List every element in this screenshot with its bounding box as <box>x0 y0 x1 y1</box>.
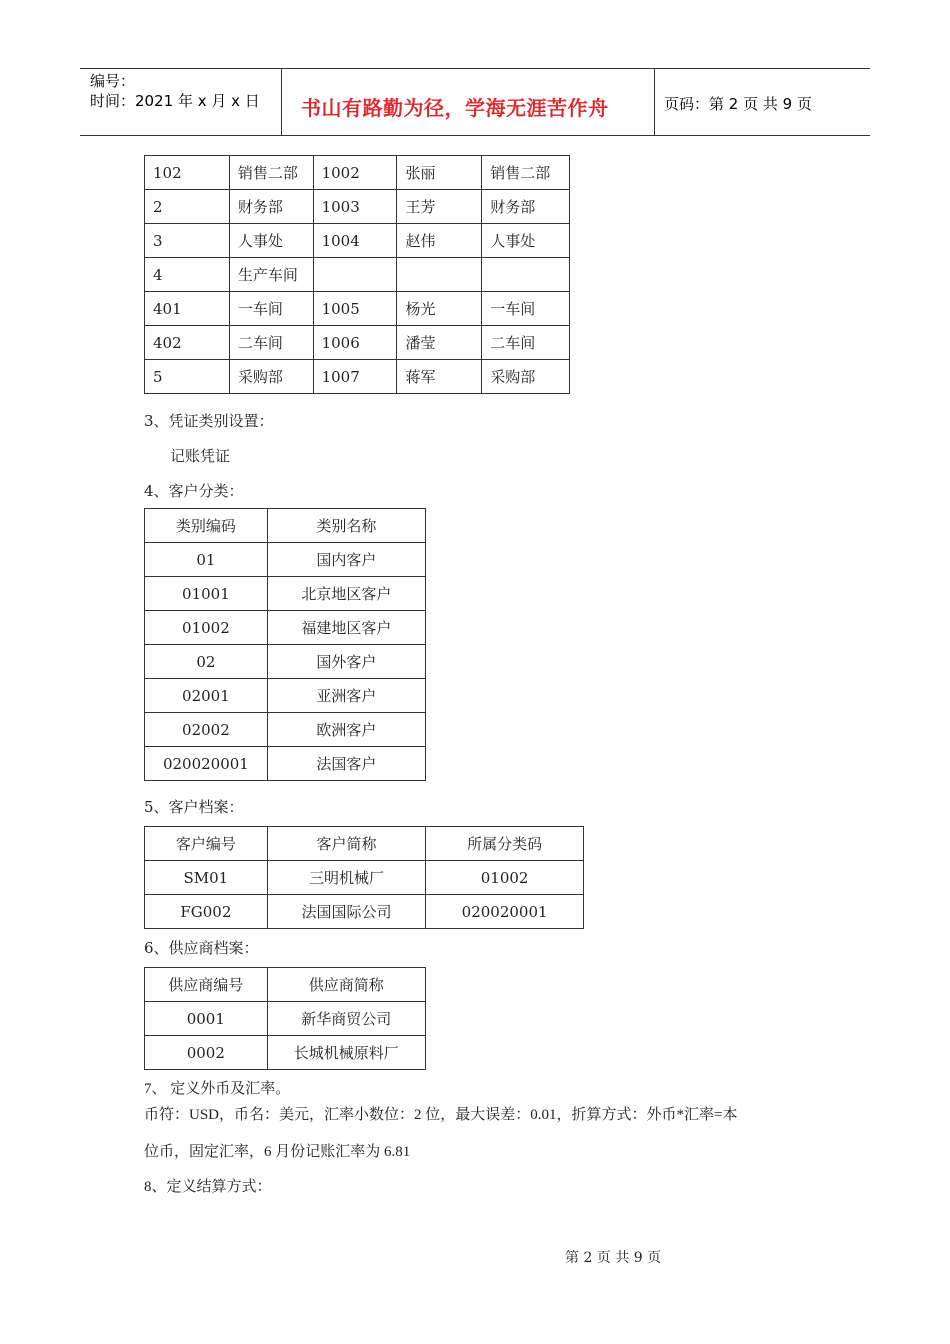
table-cell: 0002 <box>145 1036 268 1070</box>
column-header: 所属分类码 <box>426 827 584 861</box>
customer-row <box>145 861 584 895</box>
table-cell: 人事处 <box>229 224 313 258</box>
table-cell: 国内客户 <box>267 543 425 577</box>
category-row <box>145 577 426 611</box>
table-header-row <box>145 968 426 1002</box>
category-row <box>145 645 426 679</box>
table-cell: 销售二部 <box>229 156 313 190</box>
table-cell: 1005 <box>313 292 397 326</box>
table-cell: 采购部 <box>229 360 313 394</box>
table-cell: 新华商贸公司 <box>267 1002 425 1036</box>
document-date: 时间：2021 年 x 月 x 日 <box>90 92 260 110</box>
column-header: 客户编号 <box>145 827 268 861</box>
section6-title: 6、供应商档案： <box>144 939 259 957</box>
header-page-number: 页码：第 2 页 共 9 页 <box>664 95 812 113</box>
department-row <box>145 360 570 394</box>
table-cell: 人事处 <box>482 224 570 258</box>
header-divider-left <box>281 68 282 136</box>
header-bottom-rule <box>80 135 870 136</box>
department-row <box>145 156 570 190</box>
category-row <box>145 713 426 747</box>
page-footer: 第 2 页 共 9 页 <box>565 1250 662 1266</box>
section4-title: 4、客户分类： <box>144 482 244 500</box>
department-row <box>145 190 570 224</box>
table-cell: 4 <box>145 258 230 292</box>
table-cell: 欧洲客户 <box>267 713 425 747</box>
table-header-row <box>145 827 584 861</box>
header-divider-right <box>654 68 655 136</box>
supplier-row <box>145 1002 426 1036</box>
table-cell: 1004 <box>313 224 397 258</box>
table-cell: 杨光 <box>397 292 482 326</box>
section8-title: 8、定义结算方式： <box>144 1179 272 1195</box>
table-cell: 02001 <box>145 679 268 713</box>
column-header: 供应商编号 <box>145 968 268 1002</box>
section5-title: 5、客户档案： <box>144 798 244 816</box>
table-cell: 3 <box>145 224 230 258</box>
column-header: 类别名称 <box>267 509 425 543</box>
table-cell: 02 <box>145 645 268 679</box>
header-top-rule <box>80 68 870 69</box>
table-cell: 1006 <box>313 326 397 360</box>
document-number-label: 编号： <box>90 72 136 90</box>
table-cell: 0001 <box>145 1002 268 1036</box>
table-cell: 1002 <box>313 156 397 190</box>
table-cell: 赵伟 <box>397 224 482 258</box>
header-motto: 书山有路勤为径，学海无涯苦作舟 <box>301 96 609 120</box>
table-cell <box>397 258 482 292</box>
section7-title: 7、 定义外币及汇率。 <box>144 1081 291 1097</box>
department-row <box>145 292 570 326</box>
table-cell: 1003 <box>313 190 397 224</box>
table-cell: 财务部 <box>482 190 570 224</box>
table-cell: 张丽 <box>397 156 482 190</box>
table-cell: 一车间 <box>229 292 313 326</box>
table-cell: FG002 <box>145 895 268 929</box>
table-cell: 法国客户 <box>267 747 425 781</box>
table-cell: 01002 <box>145 611 268 645</box>
customer-row <box>145 895 584 929</box>
table-cell: 生产车间 <box>229 258 313 292</box>
department-row <box>145 258 570 292</box>
category-row <box>145 679 426 713</box>
category-row <box>145 543 426 577</box>
table-cell <box>313 258 397 292</box>
customer-archive-table <box>144 826 584 929</box>
currency-setting-line1: 币符：USD，币名：美元，汇率小数位：2 位，最大误差：0.01，折算方式：外币*汇率=本 <box>144 1107 738 1123</box>
customer-category-table <box>144 508 426 781</box>
category-row <box>145 747 426 781</box>
table-cell: 潘莹 <box>397 326 482 360</box>
table-cell: 长城机械原料厂 <box>267 1036 425 1070</box>
supplier-archive-table <box>144 967 426 1070</box>
table-cell: 01002 <box>426 861 584 895</box>
section3-title: 3、凭证类别设置： <box>144 412 274 430</box>
table-cell: 法国国际公司 <box>267 895 425 929</box>
table-cell: 福建地区客户 <box>267 611 425 645</box>
table-cell: 401 <box>145 292 230 326</box>
voucher-type: 记账凭证 <box>170 447 231 465</box>
currency-setting-line2: 位币，固定汇率，6 月份记账汇率为 6.81 <box>144 1144 411 1160</box>
column-header: 供应商简称 <box>267 968 425 1002</box>
table-cell: 销售二部 <box>482 156 570 190</box>
column-header: 客户简称 <box>267 827 425 861</box>
table-cell: 亚洲客户 <box>267 679 425 713</box>
department-table <box>144 155 570 394</box>
table-cell: 020020001 <box>426 895 584 929</box>
table-cell: 020020001 <box>145 747 268 781</box>
table-cell: 蒋军 <box>397 360 482 394</box>
table-cell: 王芳 <box>397 190 482 224</box>
table-cell: 01 <box>145 543 268 577</box>
table-cell: 三明机械厂 <box>267 861 425 895</box>
column-header: 类别编码 <box>145 509 268 543</box>
table-cell: 一车间 <box>482 292 570 326</box>
table-cell: 01001 <box>145 577 268 611</box>
table-cell: 二车间 <box>482 326 570 360</box>
table-cell: 02002 <box>145 713 268 747</box>
table-cell: 5 <box>145 360 230 394</box>
department-row <box>145 224 570 258</box>
table-cell: 二车间 <box>229 326 313 360</box>
table-cell: 2 <box>145 190 230 224</box>
table-cell: 采购部 <box>482 360 570 394</box>
table-cell <box>482 258 570 292</box>
table-cell: 102 <box>145 156 230 190</box>
table-cell: 国外客户 <box>267 645 425 679</box>
table-cell: 财务部 <box>229 190 313 224</box>
category-row <box>145 611 426 645</box>
supplier-row <box>145 1036 426 1070</box>
table-cell: 1007 <box>313 360 397 394</box>
table-header-row <box>145 509 426 543</box>
table-cell: 北京地区客户 <box>267 577 425 611</box>
department-row <box>145 326 570 360</box>
table-cell: SM01 <box>145 861 268 895</box>
table-cell: 402 <box>145 326 230 360</box>
